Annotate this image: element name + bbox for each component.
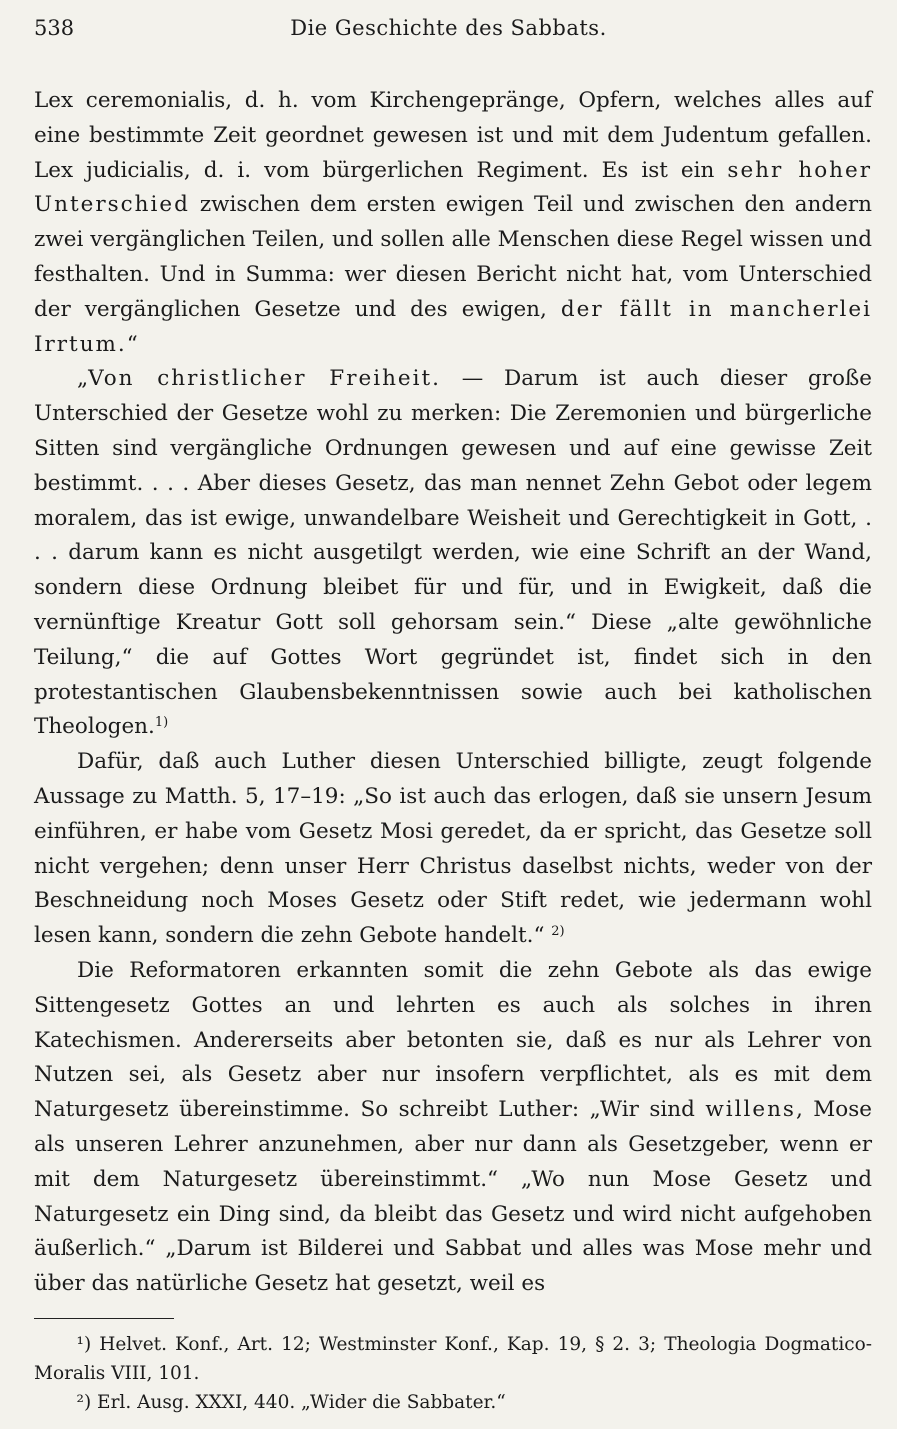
footnotes [34, 1330, 872, 1417]
text-segment: Die Reformatoren erkannten somit die zehn Gebote als das ewige Sittengesetz Gottes an und lehrten es auch als solches in ihren Katechismen. Andererseits aber betonten sie, daß es nur als Lehrer von Nutzen sei, als Gesetz aber nur insofern verpflichtet, als es mit dem Naturgesetz übereinstimme. So schreibt Luther: „Wir sind [34, 957, 872, 1123]
paragraph [34, 362, 872, 745]
emphasized-text: Von christlicher Freiheit. [88, 366, 442, 392]
footnote-ref: 1) [154, 715, 169, 731]
footnote-rule [34, 1318, 174, 1319]
text-segment: Dafür, daß auch Luther diesen Unterschied billigte, zeugt folgende Aussage zu Matth. 5, 17–19: „So ist auch das erlogen, daß sie unsern Jesum einführen, er habe vom Gesetz Mosi geredet, da er spricht, das Gesetze soll nicht vergehen; denn unser Herr Christus daselbst nichts, weder von der Beschneidung noch Moses Gesetz oder Stift redet, wie jedermann wohl lesen kann, sondern die zehn Gebote handelt.“ [34, 749, 872, 949]
text-segment: — Darum ist auch dieser große Unterschied der Gesetze wohl zu merken: Die Zeremonien und bürgerliche Sitten sind vergängliche Ordnungen gewesen und auf eine gewisse Zeit bestimmt. . . . Aber dieses Gesetz, das man nennet Zehn Gebot oder legem moralem, das ist ewige, unwandelbare Weisheit und Gerechtigkeit in Gott, . . . darum kann es nicht ausgetilgt werden, wie eine Schrift an der Wand, sondern diese Ordnung bleibet für und für, und in Ewigkeit, daß die vernünftige Kreatur Gott soll gehorsam sein.“ Diese „alte gewöhnliche Teilung,“ die auf Gottes Wort gegründet ist, findet sich in den protestantischen Glaubensbekenntnissen sowie auch bei katholischen Theologen. [34, 366, 872, 740]
paragraph [34, 84, 872, 362]
text-segment: zwischen dem ersten ewigen Teil und zwischen den andern zwei vergänglichen Teilen, und sollen alle Menschen diese Regel wissen und festhalten. Und in Summa: wer diesen Bericht nicht hat, vom Unterschied der vergänglichen Gesetze und des ewigen, [34, 192, 872, 322]
footnote-2: ²) Erl. Ausg. XXXI, 440. „Wider die Sabbater.“ [76, 1392, 506, 1413]
text-segment: Lex ceremonialis, d. h. vom Kirchengepränge, Opfern, welches alles auf eine bestimmte Zeit geordnet gewesen ist und mit dem Judentum gefallen. Lex judicialis, d. i. vom bürgerlichen Regiment. Es ist ein [34, 88, 872, 183]
emphasized-text: der fällt in mancherlei Irrtum. [34, 296, 872, 357]
body-text [34, 84, 872, 1302]
text-segment: , Mose als unseren Lehrer anzunehmen, aber nur dann als Gesetzgeber, wenn er mit dem Naturgesetz übereinstimmt.“ „Wo nun Mose Gesetz und Naturgesetz ein Ding sind, da bleibt das Gesetz und wird nicht aufgehoben äußerlich.“ „Darum ist Bilderei und Sabbat und alles was Mose mehr und über das natürliche Gesetz hat gesetzt, weil es [34, 1097, 872, 1297]
running-title: Die Geschichte des Sabbats. [290, 16, 607, 40]
text-segment: “ [126, 331, 138, 357]
text-segment: „ [77, 366, 89, 392]
emphasized-text: willens [705, 1097, 796, 1123]
paragraph [34, 954, 872, 1302]
footnote-1: ¹) Helvet. Konf., Art. 12; Westminster Konf., Kap. 19, § 2. 3; Theologia Dogmatico-Moralis VIII, 101. [34, 1334, 872, 1384]
running-header [34, 16, 863, 56]
page-number: 538 [34, 16, 75, 40]
emphasized-text: sehr hoher Unterschied [34, 157, 872, 218]
paragraph [34, 745, 872, 954]
footnote-ref: 2) [551, 924, 565, 940]
